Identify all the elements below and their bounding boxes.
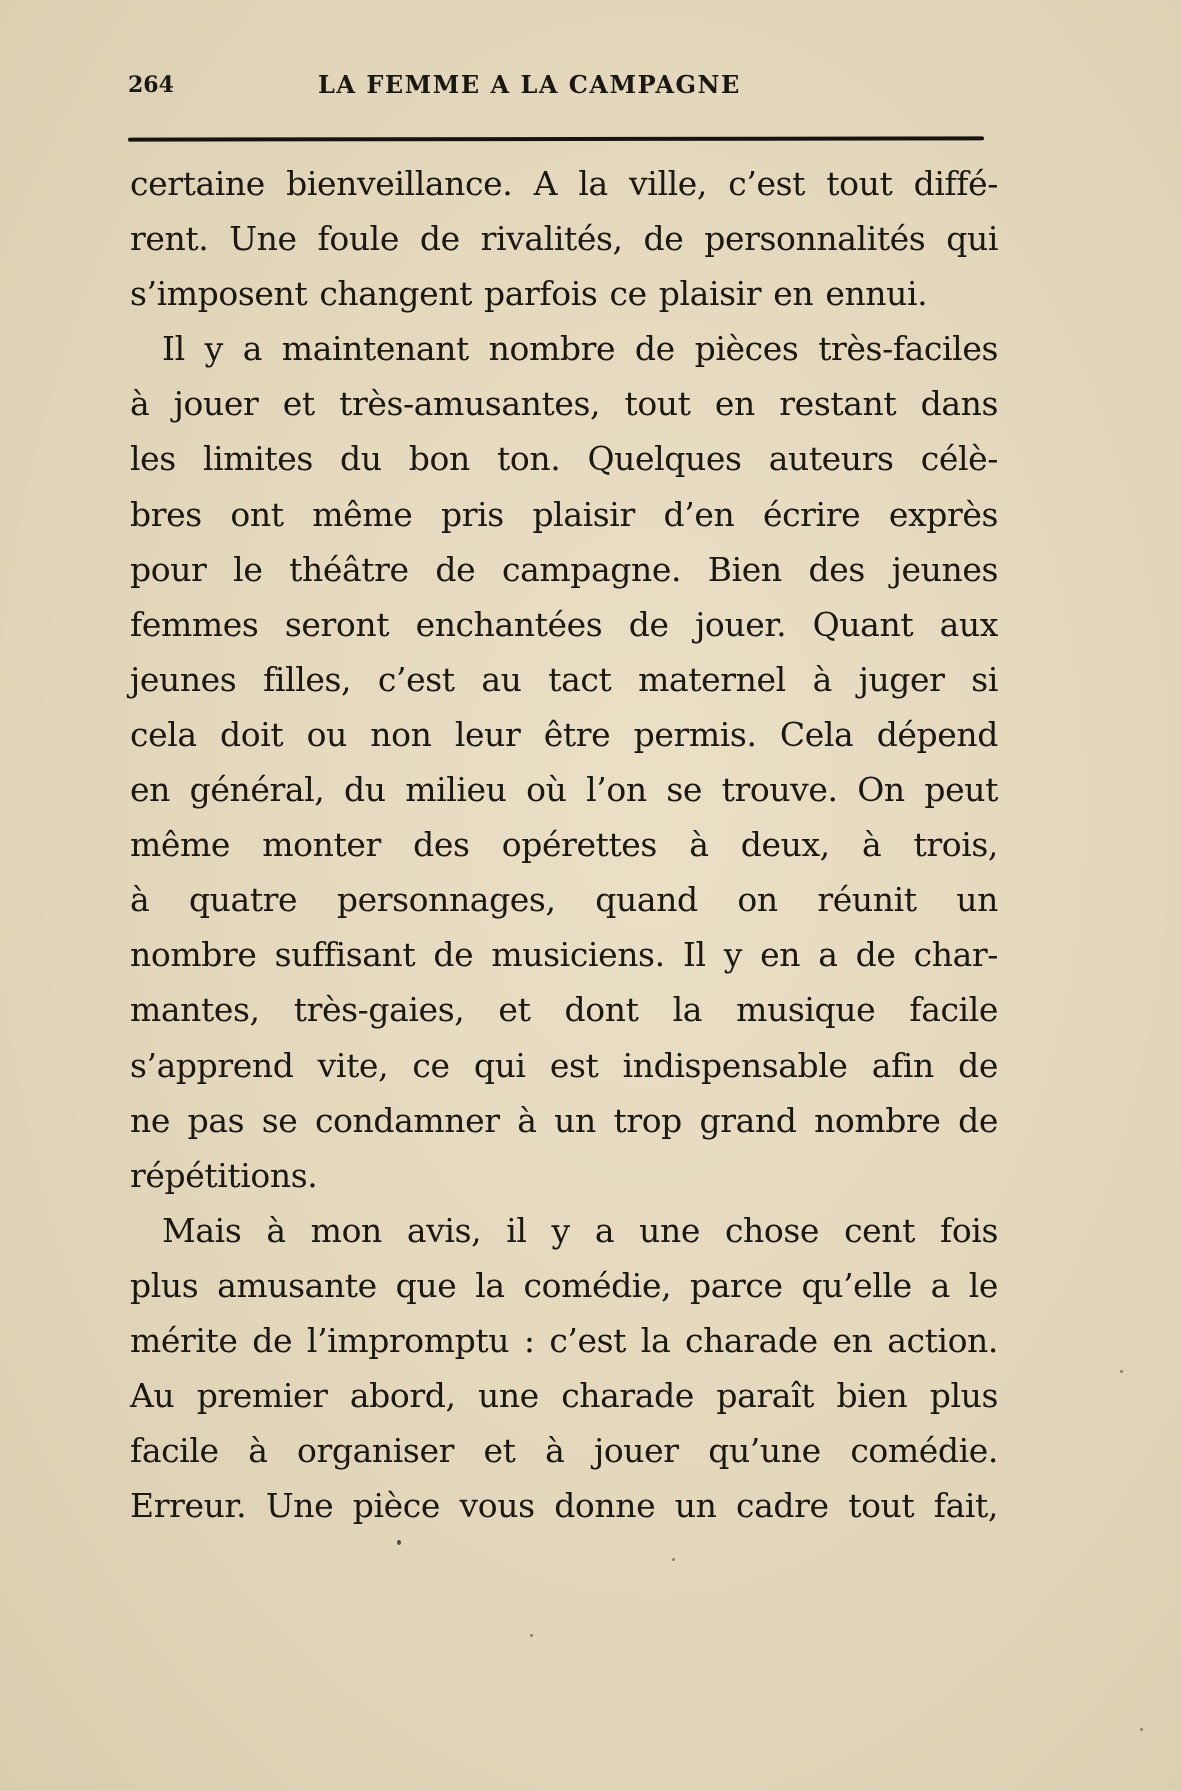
running-title: LA FEMME A LA CAMPAGNE xyxy=(318,70,741,99)
text-line: à quatre personnages, quand on réunit un xyxy=(130,880,998,920)
text-line: nombre suffisant de musiciens. Il y en a de char- xyxy=(130,935,998,975)
running-head xyxy=(128,68,988,108)
text-line: mantes, très-gaies, et dont la musique facile xyxy=(130,990,998,1030)
text-line: les limites du bon ton. Quelques auteurs célè- xyxy=(130,439,998,479)
header-rule xyxy=(128,136,984,141)
text-line: mérite de l’impromptu : c’est la charade en action. xyxy=(130,1320,998,1360)
body-text xyxy=(130,156,998,1533)
text-line: en général, du milieu où l’on se trouve. On peut xyxy=(130,770,998,810)
text-line: facile à organiser et à jouer qu’une comédie. xyxy=(130,1431,998,1471)
text-line: s’imposent changent parfois ce plaisir en ennui. xyxy=(130,274,928,314)
text-line: pour le théâtre de campagne. Bien des jeunes xyxy=(130,549,998,589)
text-line: jeunes filles, c’est au tact maternel à juger si xyxy=(130,659,998,699)
paper-speck xyxy=(1120,1370,1123,1373)
text-line: certaine bienveillance. A la ville, c’est tout diffé- xyxy=(130,164,998,203)
text-line: s’apprend vite, ce qui est indispensable afin de xyxy=(130,1045,998,1085)
page-number: 264 xyxy=(128,72,174,98)
text-line: rent. Une foule de rivalités, de personnalités qui xyxy=(130,219,998,259)
text-line: à jouer et très-amusantes, tout en restant dans xyxy=(130,384,998,424)
text-line: Mais à mon avis, il y a une chose cent fois xyxy=(162,1210,998,1250)
paper-speck xyxy=(397,1540,401,1545)
text-line: femmes seront enchantées de jouer. Quant aux xyxy=(130,604,998,644)
text-line: même monter des opérettes à deux, à trois, xyxy=(130,825,998,865)
text-line: plus amusante que la comédie, parce qu’elle a le xyxy=(130,1265,998,1305)
paper-speck xyxy=(1140,1728,1143,1731)
text-line: Au premier abord, une charade paraît bien plus xyxy=(130,1376,998,1416)
text-line: ne pas se condamner à un trop grand nombre de xyxy=(130,1100,998,1140)
text-line: bres ont même pris plaisir d’en écrire exprès xyxy=(130,494,998,534)
text-line: cela doit ou non leur être permis. Cela dépend xyxy=(130,714,998,754)
paper-speck xyxy=(530,1634,533,1637)
text-line: Il y a maintenant nombre de pièces très-faciles xyxy=(162,329,998,369)
text-line: répétitions. xyxy=(130,1155,318,1195)
paper-speck xyxy=(672,1558,675,1561)
text-line: Erreur. Une pièce vous donne un cadre tout fait, xyxy=(130,1486,998,1526)
